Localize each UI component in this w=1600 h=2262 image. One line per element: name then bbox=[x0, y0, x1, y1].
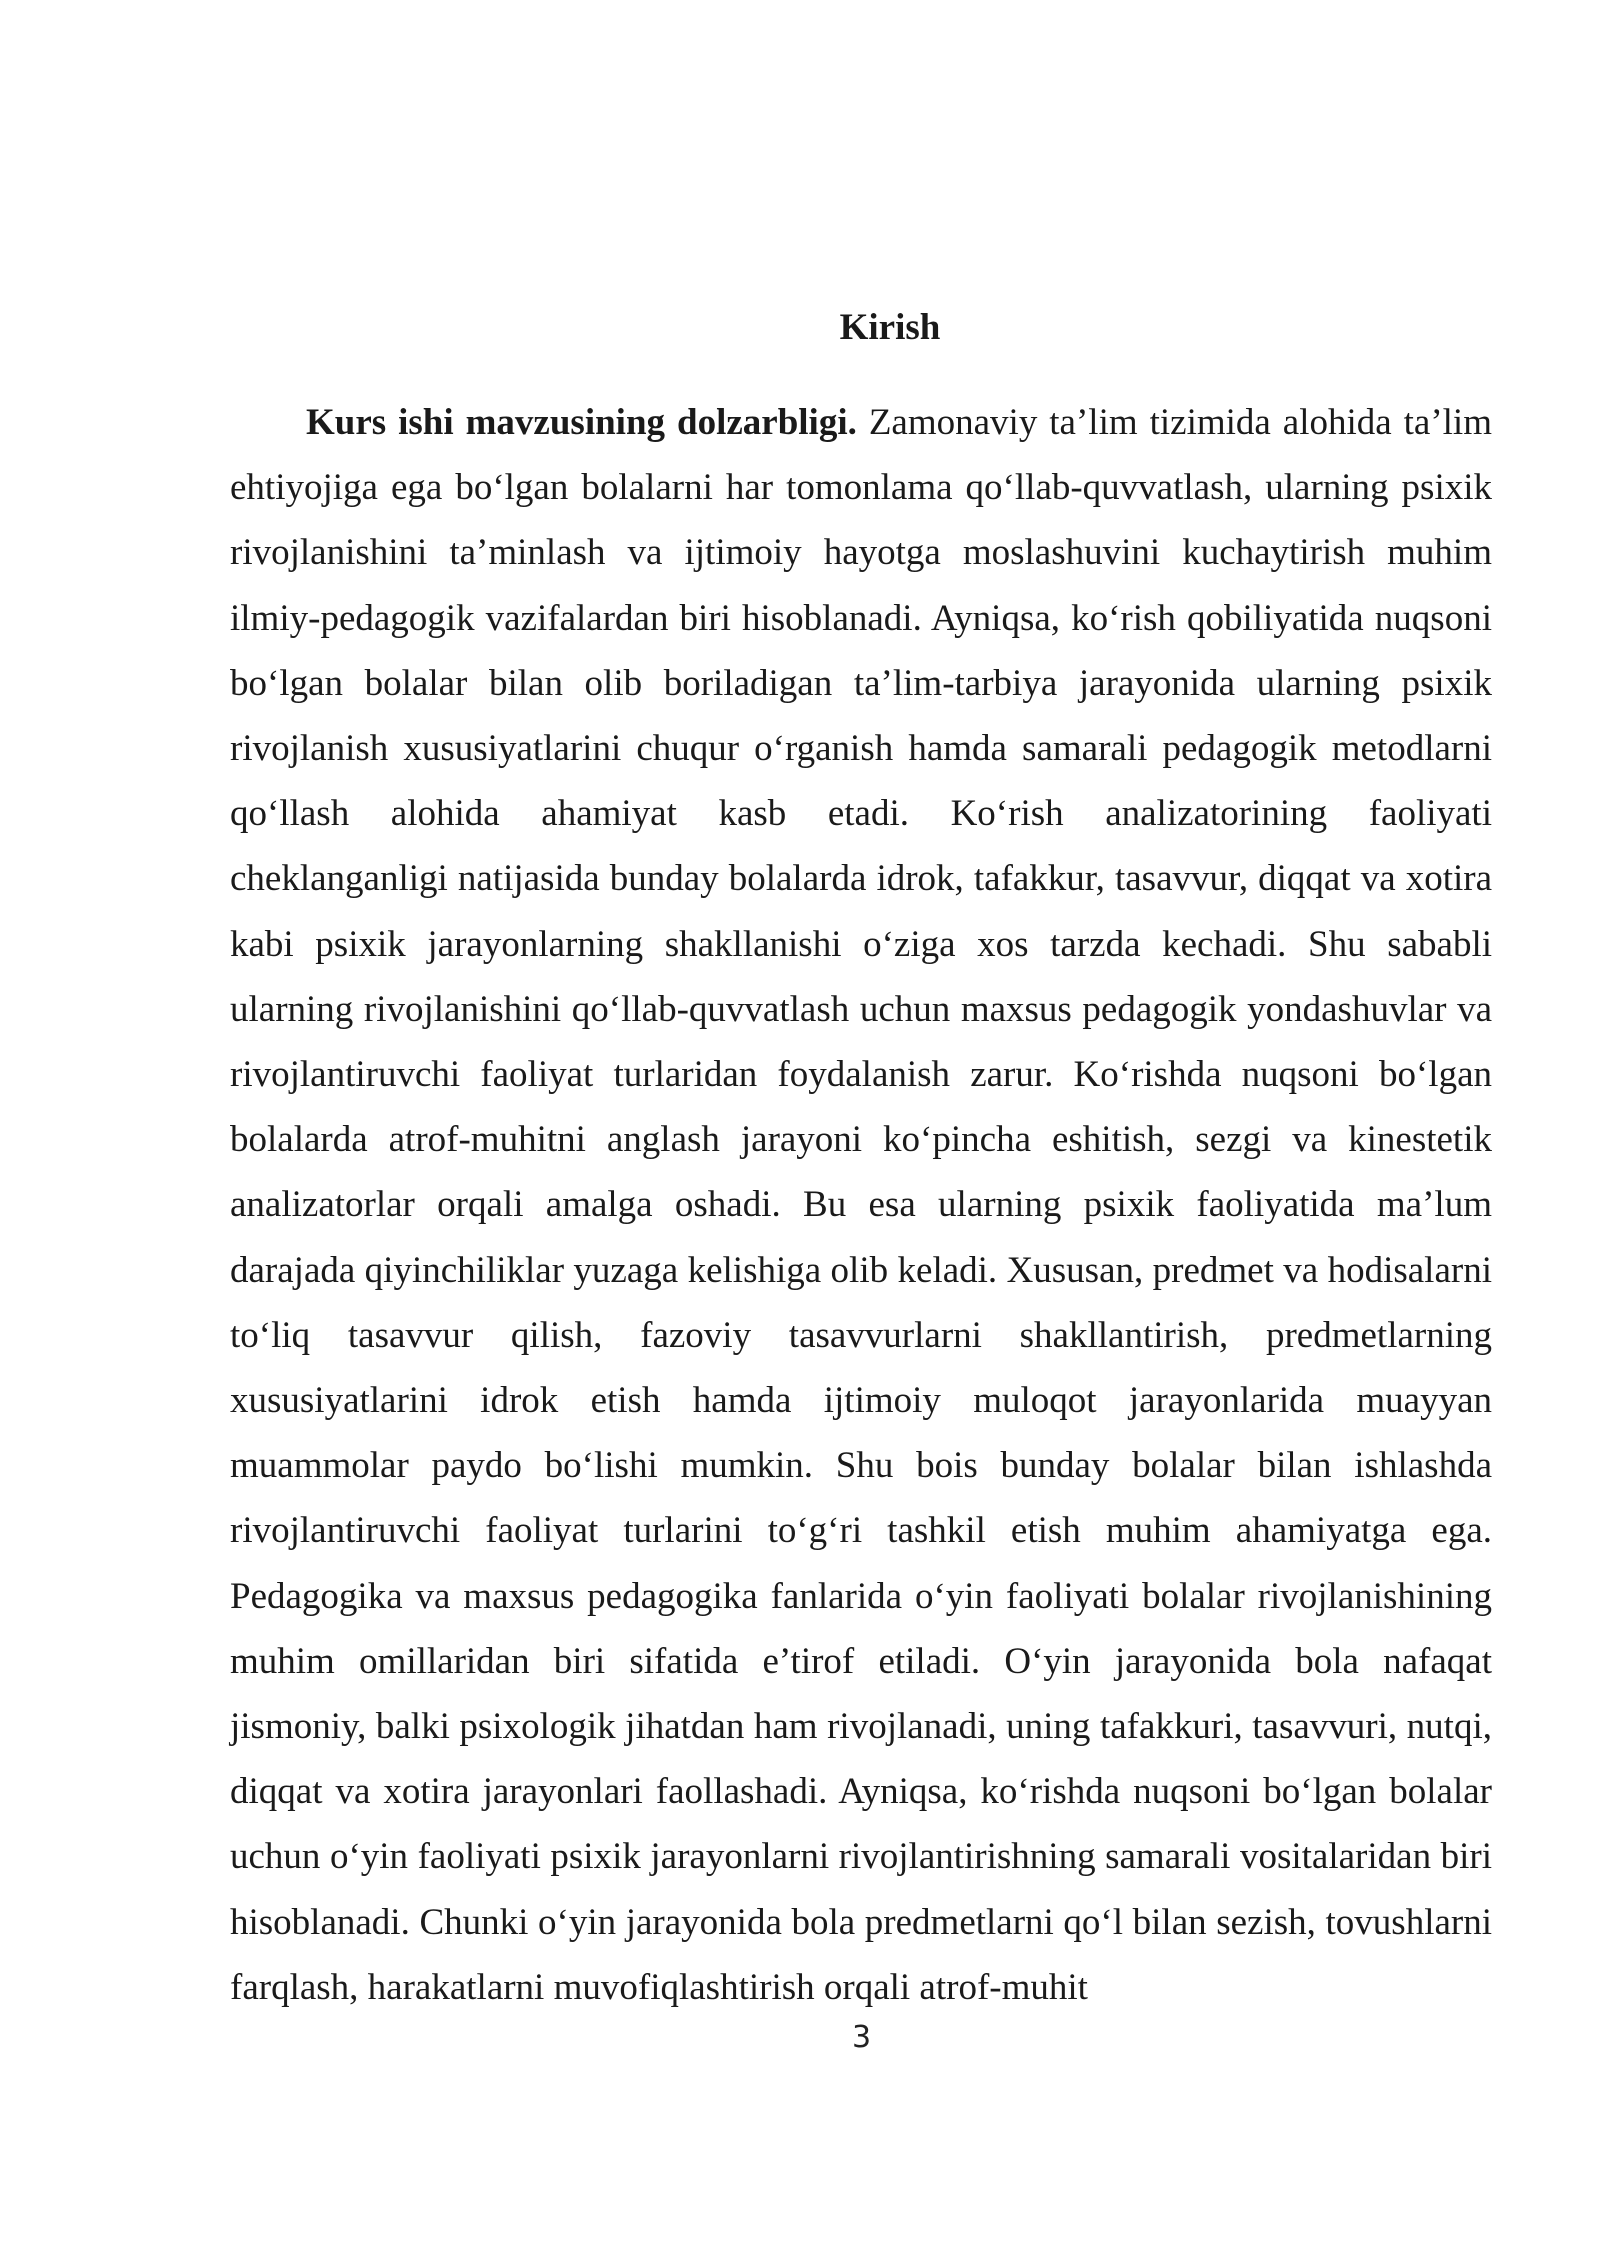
body-paragraph bbox=[230, 390, 1492, 2020]
paragraph-text: Zamonaviy ta’lim tizimida alohida ta’lim ehtiyojiga ega bo‘lgan bolalarni har tomonlama qo‘llab-quvvatlash, ularning psixik rivojlanishini ta’minlash va ijtimoiy hayotga moslashuvini kuchaytirish muhim ilmiy-pedagogik vazifalardan biri hisoblanadi. Ayniqsa, ko‘rish qobiliyatida nuqsoni bo‘lgan bolalar bilan olib boriladigan ta’lim-tarbiya jarayonida ularning psixik rivojlanish xususiyatlarini chuqur o‘rganish hamda samarali pedagogik metodlarni qo‘llash alohida ahamiyat kasb etadi. Ko‘rish analizatorining faoliyati cheklanganligi natijasida bunday bolalarda idrok, tafakkur, tasavvur, diqqat va xotira kabi psixik jarayonlarning shakllanishi o‘ziga xos tarzda kechadi. Shu sababli ularning rivojlanishini qo‘llab-quvvatlash uchun maxsus pedagogik yondashuvlar va rivojlantiruvchi faoliyat turlaridan foydalanish zarur. Ko‘rishda nuqsoni bo‘lgan bolalarda atrof-muhitni anglash jarayoni ko‘pincha eshitish, sezgi va kinestetik analizatorlar orqali amalga oshadi. Bu esa ularning psixik faoliyatida ma’lum darajada qiyinchiliklar yuzaga kelishiga olib keladi. Xususan, predmet va hodisalarni to‘liq tasavvur qilish, fazoviy tasavvurlarni shakllantirish, predmetlarning xususiyatlarini idrok etish hamda ijtimoiy muloqot jarayonlarida muayyan muammolar paydo bo‘lishi mumkin. Shu bois bunday bolalar bilan ishlashda rivojlantiruvchi faoliyat turlarini to‘g‘ri tashkil etish muhim ahamiyatga ega. Pedagogika va maxsus pedagogika fanlarida o‘yin faoliyati bolalar rivojlanishining muhim omillaridan biri sifatida e’tirof etiladi. O‘yin jarayonida bola nafaqat jismoniy, balki psixologik jihatdan ham rivojlanadi, uning tafakkuri, tasavvuri, nutqi, diqqat va xotira jarayonlari faollashadi. Ayniqsa, ko‘rishda nuqsoni bo‘lgan bolalar uchun o‘yin faoliyati psixik jarayonlarni rivojlantirishning samarali vositalaridan biri hisoblanadi. Chunki o‘yin jarayonida bola predmetlarni qo‘l bilan sezish, tovushlarni farqlash, harakatlarni muvofiqlashtirish orqali atrof-muhit bbox=[230, 402, 1492, 2008]
section-title: Kirish bbox=[839, 307, 941, 348]
paragraph-lead: Kurs ishi mavzusining dolzarbligi. bbox=[306, 402, 857, 443]
page-number: 3 bbox=[851, 2020, 872, 2055]
